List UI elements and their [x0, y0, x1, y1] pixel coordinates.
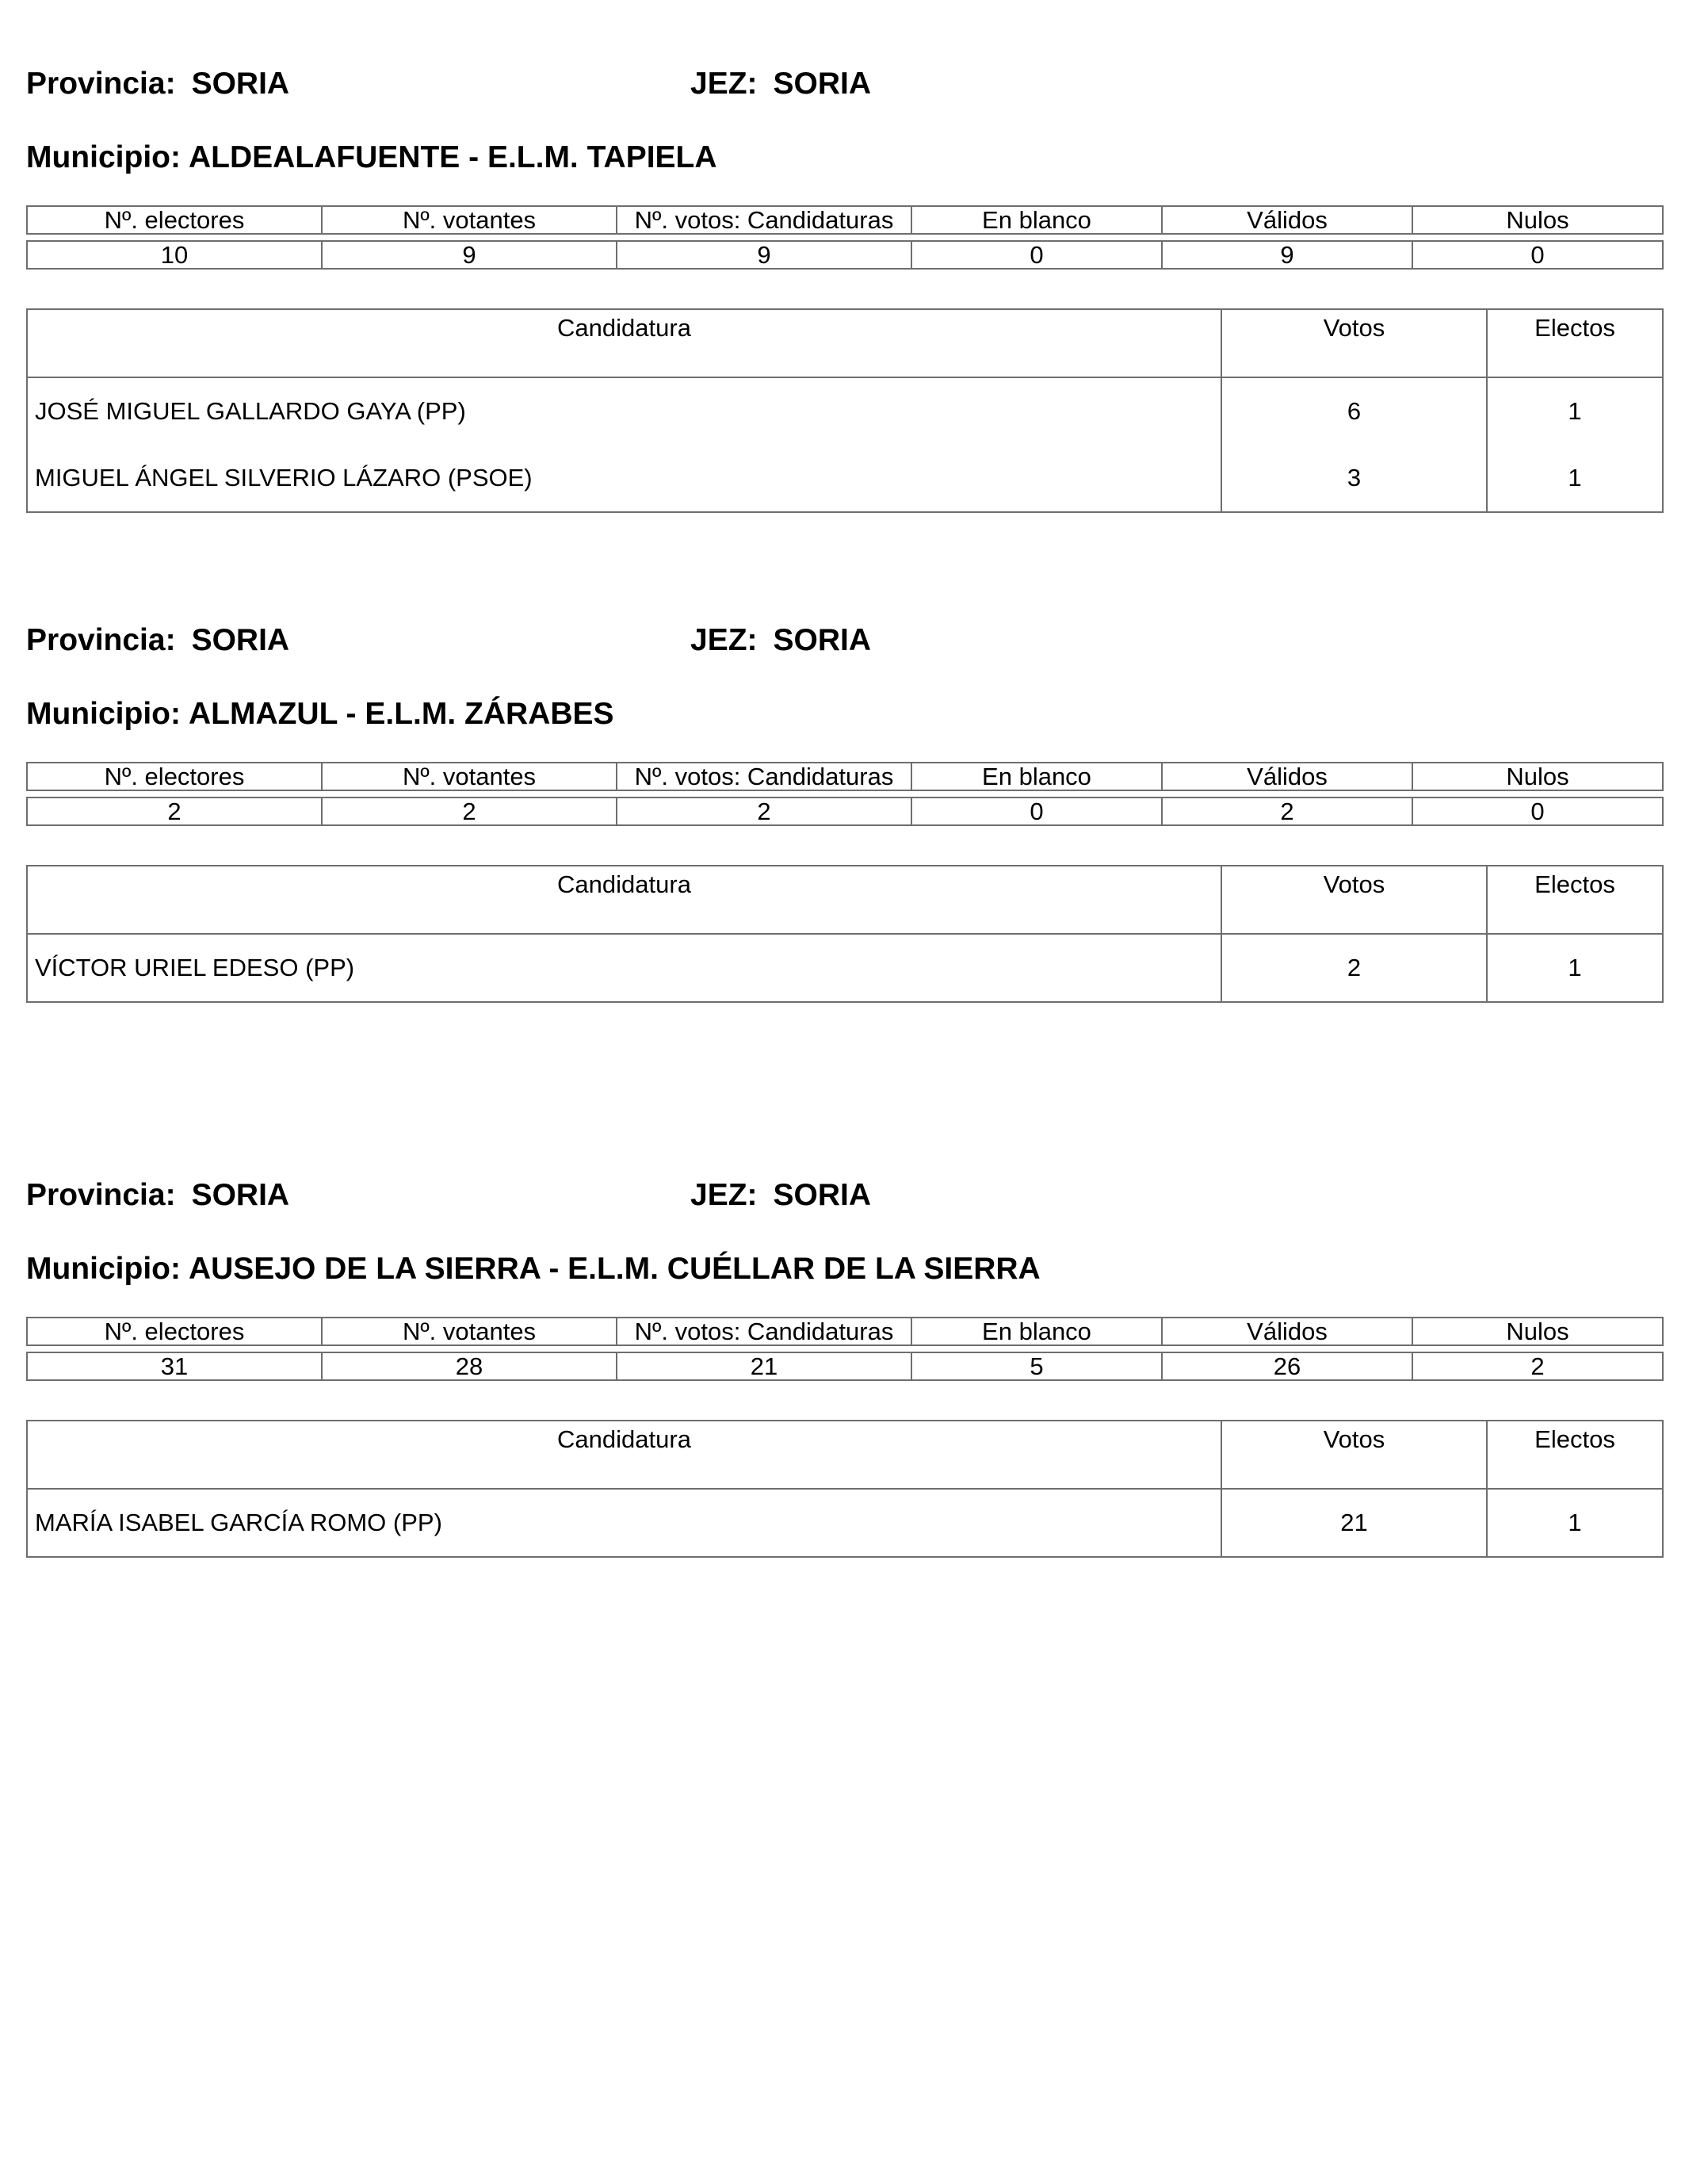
stats-value-cell: 2 — [322, 797, 617, 825]
stats-value-cell: 28 — [322, 1352, 617, 1380]
stats-value-row — [27, 241, 1663, 269]
stats-value-cell: 2 — [617, 797, 911, 825]
provincia-value: SORIA — [191, 67, 290, 101]
candidate-votos: 2 — [1221, 934, 1487, 1002]
stats-value-cell: 10 — [27, 241, 322, 269]
electos-header: Electos — [1487, 309, 1663, 377]
result-section — [0, 557, 1685, 1080]
result-section — [0, 0, 1685, 523]
jez-label: JEZ: — [690, 67, 758, 101]
candidate-votos: 6 — [1221, 377, 1487, 445]
jez-line — [690, 1180, 871, 1211]
votos-header: Votos — [1221, 866, 1487, 934]
stats-header-row — [27, 1318, 1663, 1345]
provincia-label: Provincia: — [26, 623, 176, 657]
stats-header-cell: Nº. votos: Candidaturas — [617, 1318, 911, 1345]
stats-header-cell: En blanco — [911, 1318, 1162, 1345]
candidate-votos: 21 — [1221, 1489, 1487, 1557]
stats-value-cell: 2 — [27, 797, 322, 825]
stats-value-row — [27, 797, 1663, 825]
stats-header-cell: Válidos — [1162, 763, 1412, 790]
candidate-row — [27, 1489, 1663, 1557]
votos-header: Votos — [1221, 1421, 1487, 1489]
municipio-label: Municipio: — [26, 697, 181, 731]
candidates-header-row — [27, 866, 1663, 934]
jez-label: JEZ: — [690, 1178, 758, 1212]
municipio-value: AUSEJO DE LA SIERRA - E.L.M. CUÉLLAR DE LA SIERRA — [188, 1252, 1041, 1286]
jez-value: SORIA — [773, 1178, 872, 1212]
candidates-table — [26, 308, 1664, 513]
provincia-label: Provincia: — [26, 67, 176, 101]
jez-label: JEZ: — [690, 623, 758, 657]
candidate-name: JOSÉ MIGUEL GALLARDO GAYA (PP) — [27, 377, 1221, 445]
stats-header-cell: Válidos — [1162, 206, 1412, 234]
candidates-header-row — [27, 309, 1663, 377]
stats-value-cell: 9 — [1162, 241, 1412, 269]
stats-value-cell: 31 — [27, 1352, 322, 1380]
electos-header: Electos — [1487, 866, 1663, 934]
provincia-line — [26, 625, 289, 656]
stats-value-cell: 0 — [1412, 797, 1663, 825]
stats-value-cell: 9 — [322, 241, 617, 269]
stats-value-cell: 0 — [911, 797, 1162, 825]
municipio-line — [26, 698, 614, 729]
jez-line — [690, 625, 871, 656]
municipio-label: Municipio: — [26, 1252, 181, 1286]
candidate-name: MARÍA ISABEL GARCÍA ROMO (PP) — [27, 1489, 1221, 1557]
municipio-line — [26, 142, 717, 173]
candidatura-header: Candidatura — [27, 1421, 1221, 1489]
provincia-line — [26, 1180, 289, 1211]
provincia-line — [26, 68, 289, 99]
candidates-header-row — [27, 1421, 1663, 1489]
municipio-line — [26, 1253, 1041, 1284]
stats-value-cell: 26 — [1162, 1352, 1412, 1380]
votos-header: Votos — [1221, 309, 1487, 377]
candidatura-header: Candidatura — [27, 866, 1221, 934]
stats-header-cell: Nº. votantes — [322, 206, 617, 234]
candidate-electos: 1 — [1487, 934, 1663, 1002]
stats-header-cell: En blanco — [911, 763, 1162, 790]
stats-value-cell: 0 — [911, 241, 1162, 269]
candidate-electos: 1 — [1487, 445, 1663, 512]
provincia-value: SORIA — [191, 623, 290, 657]
stats-header-row — [27, 763, 1663, 790]
provincia-value: SORIA — [191, 1178, 290, 1212]
candidate-electos: 1 — [1487, 1489, 1663, 1557]
stats-value-row — [27, 1352, 1663, 1380]
stats-header-row — [27, 206, 1663, 234]
stats-value-cell: 2 — [1162, 797, 1412, 825]
stats-header-cell: Nº. electores — [27, 206, 322, 234]
stats-value-cell: 0 — [1412, 241, 1663, 269]
electos-header: Electos — [1487, 1421, 1663, 1489]
jez-value: SORIA — [773, 623, 872, 657]
result-section — [0, 1111, 1685, 1635]
candidatura-header: Candidatura — [27, 309, 1221, 377]
candidate-votos: 3 — [1221, 445, 1487, 512]
stats-header-cell: Nulos — [1412, 1318, 1663, 1345]
stats-value-cell: 9 — [617, 241, 911, 269]
stats-table — [26, 762, 1664, 826]
jez-value: SORIA — [773, 67, 872, 101]
stats-table — [26, 1317, 1664, 1381]
stats-header-cell: En blanco — [911, 206, 1162, 234]
stats-header-cell: Nº. votantes — [322, 1318, 617, 1345]
candidate-electos: 1 — [1487, 377, 1663, 445]
stats-value-cell: 21 — [617, 1352, 911, 1380]
stats-header-cell: Nº. electores — [27, 763, 322, 790]
stats-header-cell: Nº. votantes — [322, 763, 617, 790]
candidate-name: VÍCTOR URIEL EDESO (PP) — [27, 934, 1221, 1002]
municipio-label: Municipio: — [26, 140, 181, 174]
stats-header-cell: Nulos — [1412, 763, 1663, 790]
jez-line — [690, 68, 871, 99]
candidates-table — [26, 865, 1664, 1003]
candidates-table — [26, 1420, 1664, 1558]
stats-header-cell: Válidos — [1162, 1318, 1412, 1345]
stats-value-cell: 2 — [1412, 1352, 1663, 1380]
candidate-row — [27, 445, 1663, 512]
stats-header-cell: Nº. votos: Candidaturas — [617, 763, 911, 790]
candidate-name: MIGUEL ÁNGEL SILVERIO LÁZARO (PSOE) — [27, 445, 1221, 512]
provincia-label: Provincia: — [26, 1178, 176, 1212]
stats-header-cell: Nº. votos: Candidaturas — [617, 206, 911, 234]
stats-header-cell: Nº. electores — [27, 1318, 322, 1345]
candidate-row — [27, 934, 1663, 1002]
stats-value-cell: 5 — [911, 1352, 1162, 1380]
stats-table — [26, 205, 1664, 270]
municipio-value: ALMAZUL - E.L.M. ZÁRABES — [188, 697, 614, 731]
municipio-value: ALDEALAFUENTE - E.L.M. TAPIELA — [188, 140, 717, 174]
candidate-row — [27, 377, 1663, 445]
stats-header-cell: Nulos — [1412, 206, 1663, 234]
